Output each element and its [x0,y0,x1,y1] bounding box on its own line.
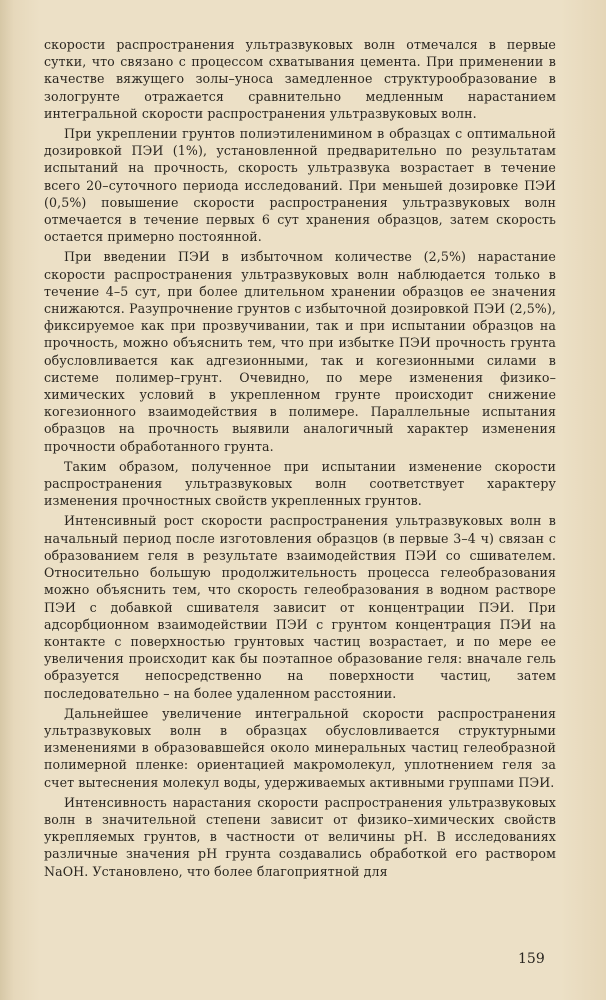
paragraph: Таким образом, полученное при испытании изменение скорости распространения ультразвуковых волн соответствует характеру изменения прочностных свойств укрепленных грунтов. [44,458,556,509]
paragraph: При введении ПЭИ в избыточном количестве (2,5%) нарастание скорости распространения ультразвуковых волн наблюдается только в течение 4–5 сут, при более длительном хранении образцов ее значения снижаются. Разупрочнение грунтов с избыточной дозировкой ПЭИ (2,5%), фиксируемое как при прозвучивании, так и при испытании образцов на прочность, можно объяснить тем, что при избытке ПЭИ прочность грунта обусловливается как адгезионными, так и когезионными силами в системе полимер–грунт. Очевидно, по мере изменения физико–химических условий в укрепленном грунте происходит снижение когезионного взаимодействия в полимере. Параллельные испытания образцов на прочность выявили аналогичный характер изменения прочности обработанного грунта. [44,249,556,454]
paragraph: Дальнейшее увеличение интегральной скорости распространения ультразвуковых волн в образцах обусловливается структурными изменениями в образовавшейся около минеральных частиц гелеобразной полимерной пленке: ориентацией макромолекул, уплотнением геля за счет вытеснения молекул воды, удерживаемых активными группами ПЭИ. [44,705,556,790]
paragraph: Интенсивность нарастания скорости распространения ультразвуковых волн в значительной степени зависит от физико–химических свойств укрепляемых грунтов, в частности от величины pH. В исследованиях различные значения pH грунта создавались обработкой его раствором NaOH. Установлено, что более благоприятной для [44,794,556,879]
body-text [44,36,556,883]
paragraph: Интенсивный рост скорости распространения ультразвуковых волн в начальный период после изготовления образцов (в первые 3–4 ч) связан с образованием геля в результате взаимодействия ПЭИ со сшивателем. Относительно большую продолжительность процесса гелеобразования можно объяснить тем, что скорость гелеобразования в водном растворе ПЭИ с добавкой сшивателя зависит от концентрации ПЭИ. При адсорбционном взаимодействии ПЭИ с грунтом концентрация ПЭИ на контакте с поверхностью грунтовых частиц возрастает, и по мере ее увеличения происходит как бы поэтапное образование геля: вначале гель образуется непосредственно на поверхности частиц, затем последовательно – на более удаленном расстоянии. [44,513,556,701]
page-number: 159 [518,951,545,967]
paragraph: скорости распространения ультразвуковых волн отмечался в первые сутки, что связано с процессом схватывания цемента. При применении в качестве вяжущего золы–уноса замедленное структурообразование в зологрунте отражается сравнительно медленным нарастанием интегральной скорости распространения ультразвуковых волн. [44,37,556,121]
paragraph: При укреплении грунтов полиэтиленимином в образцах с оптимальной дозировкой ПЭИ (1%), установленной предварительно по результатам испытаний на прочность, скорость ультразвука возрастает в течение всего 20–суточного периода исследований. При меньшей дозировке ПЭИ (0,5%) повышение скорости распространения ультразвуковых волн отмечается в течение первых 6 сут хранения образцов, затем скорость остается примерно постоянной. [44,126,556,245]
